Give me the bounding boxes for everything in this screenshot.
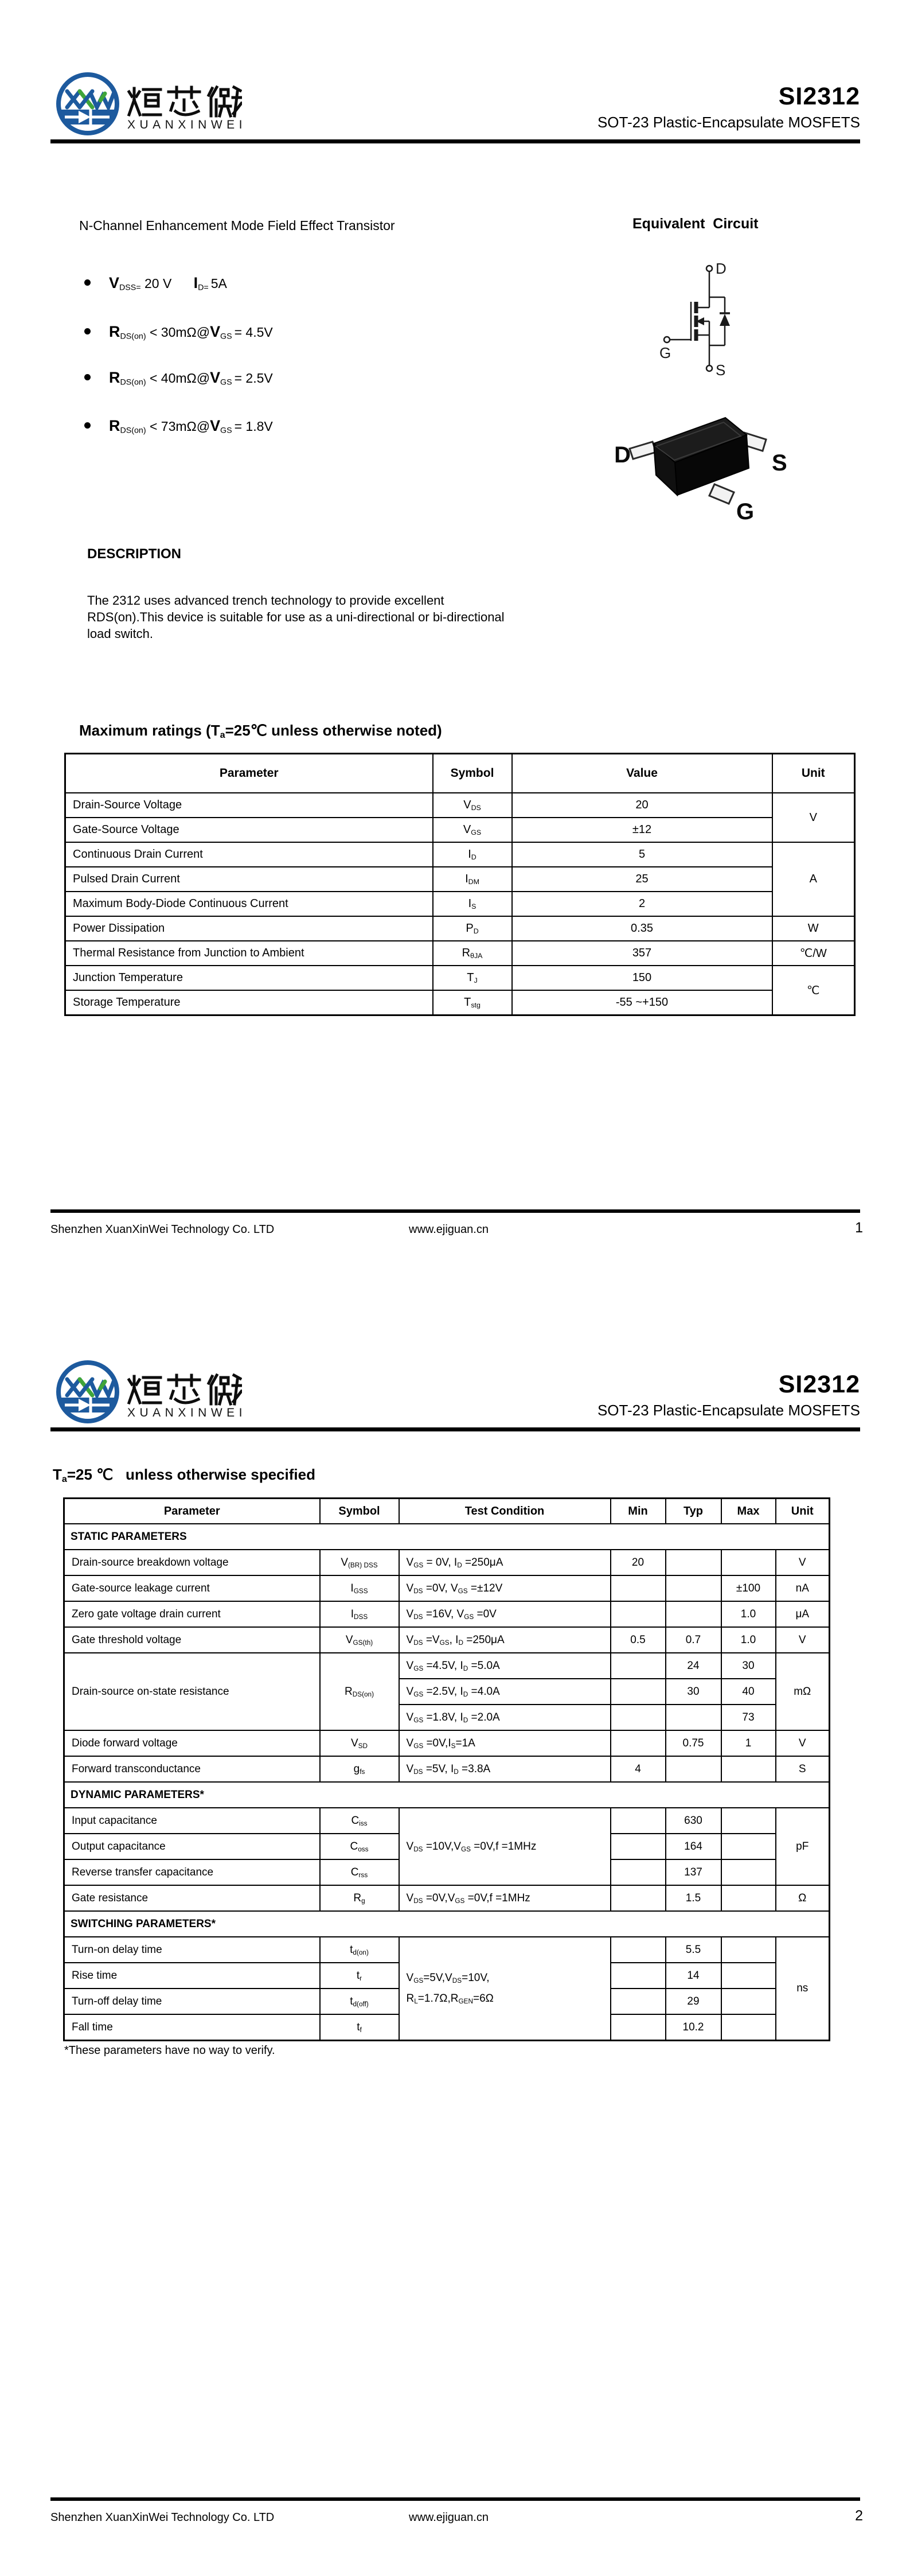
column-header: Parameter — [65, 754, 433, 793]
min-cell — [611, 1705, 666, 1730]
symbol-cell: RθJA — [433, 941, 512, 966]
max-cell — [721, 1885, 776, 1911]
value-cell: -55 ~+150 — [512, 990, 772, 1015]
typ-cell: 5.5 — [666, 1937, 721, 1963]
symbol-cell: VGS — [433, 818, 512, 842]
condition-cell: VDS =0V,VGS =0V,f =1MHz — [399, 1885, 611, 1911]
table-row — [64, 1756, 830, 1782]
condition-cell: VDS =16V, VGS =0V — [399, 1601, 611, 1627]
value-cell: 2 — [512, 892, 772, 916]
section-row — [64, 1911, 830, 1937]
feature-bullet — [84, 274, 227, 293]
column-header: Max — [721, 1499, 776, 1524]
param-cell: Reverse transfer capacitance — [64, 1859, 320, 1885]
table-row — [65, 941, 855, 966]
logo-diode-band — [57, 1398, 119, 1412]
symbol-cell: V(BR) DSS — [320, 1550, 399, 1575]
max-cell — [721, 1937, 776, 1963]
max-cell — [721, 1859, 776, 1885]
symbol-cell: IDSS — [320, 1601, 399, 1627]
condition-line: RL=1.7Ω,RGEN=6Ω — [406, 1993, 494, 2005]
table-row — [65, 793, 855, 818]
param-cell: Forward transconductance — [64, 1756, 320, 1782]
condition-cell: VGS =4.5V, ID =5.0A — [399, 1653, 611, 1679]
table-row — [65, 916, 855, 941]
max-cell — [721, 1808, 776, 1834]
table-row — [64, 1808, 830, 1834]
unit-cell: V — [776, 1627, 830, 1653]
param-cell: Gate threshold voltage — [64, 1627, 320, 1653]
description-line: RDS(on).This device is suitable for use as a uni-directional or bi-directional — [87, 610, 505, 624]
unit-cell: V — [776, 1730, 830, 1756]
table-header-row — [65, 754, 855, 793]
description-heading: DESCRIPTION — [87, 546, 182, 562]
param-cell: Thermal Resistance from Junction to Ambient — [65, 941, 433, 966]
typ-cell: 10.2 — [666, 2014, 721, 2041]
typ-cell — [666, 1550, 721, 1575]
condition-cell: VGS =1.8V, ID =2.0A — [399, 1705, 611, 1730]
bullet-icon — [84, 422, 91, 429]
table-row — [65, 990, 855, 1015]
table-row — [64, 1937, 830, 1963]
package-photo-sot23 — [596, 400, 791, 524]
unit-cell: V — [772, 793, 855, 842]
package-pin-label-g: G — [736, 499, 755, 524]
description-paragraph — [87, 592, 666, 642]
min-cell: 20 — [611, 1550, 666, 1575]
max-cell: 1.0 — [721, 1627, 776, 1653]
table-row — [65, 966, 855, 990]
table-header-row — [64, 1499, 830, 1524]
symbol-cell: Ciss — [320, 1808, 399, 1834]
typ-cell: 1.5 — [666, 1885, 721, 1911]
max-cell: 1 — [721, 1730, 776, 1756]
symbol-cell: Coss — [320, 1834, 399, 1859]
table-row — [64, 1627, 830, 1653]
param-cell: Turn-on delay time — [64, 1937, 320, 1963]
max-ratings-table — [64, 753, 856, 1016]
feature-text: VDSS= 20 V ID= 5A — [109, 274, 227, 293]
unit-cell: W — [772, 916, 855, 941]
param-cell: Continuous Drain Current — [65, 842, 433, 867]
min-cell — [611, 1885, 666, 1911]
param-cell: Drain-source breakdown voltage — [64, 1550, 320, 1575]
brand-cjk-wordmark — [127, 1373, 242, 1407]
value-cell: 25 — [512, 867, 772, 892]
brand-latin-wordmark: XUANXINWEI — [127, 1406, 247, 1419]
equivalent-circuit-title: Equivalent Circuit — [632, 216, 759, 232]
section-row — [64, 1782, 830, 1808]
column-header: Value — [512, 754, 772, 793]
footer-website-link[interactable]: www.ejiguan.cn — [409, 1223, 489, 1236]
max-cell: 30 — [721, 1653, 776, 1679]
condition-cell — [399, 1937, 611, 2041]
param-cell: Pulsed Drain Current — [65, 867, 433, 892]
drain-label: D — [716, 260, 727, 277]
max-cell: 40 — [721, 1679, 776, 1705]
source-terminal — [706, 365, 712, 371]
param-cell: Drain-Source Voltage — [65, 793, 433, 818]
feature-bullet — [84, 323, 273, 341]
company-logo — [56, 1360, 120, 1425]
min-cell — [611, 1575, 666, 1601]
symbol-cell: IS — [433, 892, 512, 916]
value-cell: 5 — [512, 842, 772, 867]
min-cell — [611, 1834, 666, 1859]
header-rule — [50, 139, 860, 143]
param-cell: Turn-off delay time — [64, 1989, 320, 2014]
source-label: S — [716, 361, 726, 379]
table-row — [64, 1885, 830, 1911]
max-cell — [721, 1989, 776, 2014]
section-title: SWITCHING PARAMETERS* — [64, 1911, 830, 1937]
unit-cell: μA — [776, 1601, 830, 1627]
feature-text: RDS(on) < 30mΩ@VGS = 4.5V — [109, 323, 273, 341]
gate-terminal — [664, 337, 670, 343]
param-cell: Maximum Body-Diode Continuous Current — [65, 892, 433, 916]
min-cell — [611, 1730, 666, 1756]
condition-cell: VGS =2.5V, ID =4.0A — [399, 1679, 611, 1705]
symbol-cell: Rg — [320, 1885, 399, 1911]
brand-latin-wordmark: XUANXINWEI — [127, 118, 247, 131]
symbol-cell: tf — [320, 2014, 399, 2041]
section-row — [64, 1524, 830, 1550]
unit-cell: ns — [776, 1937, 830, 2041]
column-header: Symbol — [433, 754, 512, 793]
symbol-cell: gfs — [320, 1756, 399, 1782]
page-footer — [0, 2497, 910, 2543]
document-subtitle: SOT-23 Plastic-Encapsulate MOSFETS — [597, 1402, 860, 1419]
max-cell: 73 — [721, 1705, 776, 1730]
page-footer — [0, 1209, 910, 1255]
table-row — [65, 842, 855, 867]
min-cell — [611, 1937, 666, 1963]
column-header: Unit — [776, 1499, 830, 1524]
unit-cell: V — [776, 1550, 830, 1575]
min-cell — [611, 1601, 666, 1627]
column-header: Typ — [666, 1499, 721, 1524]
column-header: Unit — [772, 754, 855, 793]
logo-diode-band — [57, 110, 119, 124]
condition-cell: VDS =0V, VGS =±12V — [399, 1575, 611, 1601]
feature-text: RDS(on) < 40mΩ@VGS = 2.5V — [109, 369, 273, 387]
unit-cell: ℃/W — [772, 941, 855, 966]
param-cell: Zero gate voltage drain current — [64, 1601, 320, 1627]
feature-bullet — [84, 417, 273, 435]
max-cell: 1.0 — [721, 1601, 776, 1627]
test-condition-heading: Ta=25 ℃ unless otherwise specified — [53, 1466, 315, 1485]
symbol-cell: ID — [433, 842, 512, 867]
footer-company: Shenzhen XuanXinWei Technology Co. LTD — [50, 2511, 275, 2524]
param-cell: Gate-source leakage current — [64, 1575, 320, 1601]
footer-company: Shenzhen XuanXinWei Technology Co. LTD — [50, 1223, 275, 1236]
value-cell: 20 — [512, 793, 772, 818]
typ-cell: 14 — [666, 1963, 721, 1989]
condition-cell: VGS =0V,IS=1A — [399, 1730, 611, 1756]
unit-cell: mΩ — [776, 1653, 830, 1730]
bullet-icon — [84, 279, 91, 286]
symbol-cell: VDS — [433, 793, 512, 818]
max-cell — [721, 1834, 776, 1859]
min-cell — [611, 1989, 666, 2014]
condition-cell: VGS = 0V, ID =250μA — [399, 1550, 611, 1575]
page-2 — [0, 1288, 910, 2576]
column-header: Min — [611, 1499, 666, 1524]
value-cell: ±12 — [512, 818, 772, 842]
max-cell — [721, 1963, 776, 1989]
param-cell: Fall time — [64, 2014, 320, 2041]
symbol-cell: RDS(on) — [320, 1653, 399, 1730]
symbol-cell: Tstg — [433, 990, 512, 1015]
value-cell: 357 — [512, 941, 772, 966]
symbol-cell: tr — [320, 1963, 399, 1989]
table-row — [64, 1575, 830, 1601]
footer-rule — [50, 2497, 860, 2501]
title-block — [597, 84, 860, 131]
condition-cell: VDS =VGS, ID =250μA — [399, 1627, 611, 1653]
gate-label: G — [659, 344, 671, 361]
unit-cell: ℃ — [772, 966, 855, 1015]
drain-terminal — [706, 266, 712, 271]
column-header: Parameter — [64, 1499, 320, 1524]
param-cell: Gate-Source Voltage — [65, 818, 433, 842]
param-cell: Gate resistance — [64, 1885, 320, 1911]
symbol-cell: Crss — [320, 1859, 399, 1885]
symbol-cell: td(on) — [320, 1937, 399, 1963]
column-header: Symbol — [320, 1499, 399, 1524]
diode-triangle — [720, 314, 730, 326]
symbol-cell: IGSS — [320, 1575, 399, 1601]
column-header: Test Condition — [399, 1499, 611, 1524]
electrical-characteristics-table — [63, 1497, 830, 2041]
symbol-cell: VGS(th) — [320, 1627, 399, 1653]
max-cell — [721, 1756, 776, 1782]
typ-cell: 30 — [666, 1679, 721, 1705]
symbol-cell: td(off) — [320, 1989, 399, 2014]
max-ratings-heading: Maximum ratings (Ta=25℃ unless otherwise noted) — [79, 722, 442, 741]
condition-cell: VDS =10V,VGS =0V,f =1MHz — [399, 1808, 611, 1885]
max-cell — [721, 2014, 776, 2041]
param-cell: Output capacitance — [64, 1834, 320, 1859]
max-cell: ±100 — [721, 1575, 776, 1601]
footer-website-link[interactable]: www.ejiguan.cn — [409, 2511, 489, 2524]
typ-cell: 164 — [666, 1834, 721, 1859]
table-row — [64, 1550, 830, 1575]
condition-line: VGS=5V,VDS=10V, — [406, 1972, 490, 1984]
min-cell — [611, 1679, 666, 1705]
header-rule — [50, 1427, 860, 1431]
document-subtitle: SOT-23 Plastic-Encapsulate MOSFETS — [597, 114, 860, 131]
min-cell: 4 — [611, 1756, 666, 1782]
min-cell — [611, 1653, 666, 1679]
param-cell: Drain-source on-state resistance — [64, 1653, 320, 1730]
typ-cell — [666, 1705, 721, 1730]
param-cell: Storage Temperature — [65, 990, 433, 1015]
brand-cjk-wordmark — [127, 85, 242, 119]
bullet-icon — [84, 328, 91, 334]
typ-cell: 24 — [666, 1653, 721, 1679]
table-row — [64, 1601, 830, 1627]
feature-bullet — [84, 369, 273, 387]
product-title: N-Channel Enhancement Mode Field Effect Transistor — [79, 218, 395, 233]
min-cell: 0.5 — [611, 1627, 666, 1653]
max-cell — [721, 1550, 776, 1575]
min-cell — [611, 1859, 666, 1885]
page-number: 2 — [855, 2508, 863, 2524]
unit-cell: nA — [776, 1575, 830, 1601]
package-pin-label-s: S — [772, 450, 787, 476]
typ-cell: 0.75 — [666, 1730, 721, 1756]
table-row — [65, 867, 855, 892]
table-footnote: *These parameters have no way to verify. — [64, 2044, 275, 2057]
typ-cell: 630 — [666, 1808, 721, 1834]
feature-text: RDS(on) < 73mΩ@VGS = 1.8V — [109, 417, 273, 435]
param-cell: Input capacitance — [64, 1808, 320, 1834]
condition-cell: VDS =5V, ID =3.8A — [399, 1756, 611, 1782]
min-cell — [611, 1963, 666, 1989]
param-cell: Junction Temperature — [65, 966, 433, 990]
typ-cell: 0.7 — [666, 1627, 721, 1653]
table-row — [65, 818, 855, 842]
part-number: SI2312 — [778, 1371, 860, 1398]
typ-cell: 29 — [666, 1989, 721, 2014]
description-line: load switch. — [87, 627, 153, 641]
typ-cell — [666, 1601, 721, 1627]
param-cell: Diode forward voltage — [64, 1730, 320, 1756]
unit-cell: S — [776, 1756, 830, 1782]
typ-cell — [666, 1756, 721, 1782]
symbol-cell: IDM — [433, 867, 512, 892]
title-block — [597, 1372, 860, 1419]
param-cell: Power Dissipation — [65, 916, 433, 941]
package-pin-label-d: D — [614, 442, 631, 468]
section-title: STATIC PARAMETERS — [64, 1524, 830, 1550]
section-title: DYNAMIC PARAMETERS* — [64, 1782, 830, 1808]
unit-cell: pF — [776, 1808, 830, 1885]
description-line: The 2312 uses advanced trench technology to provide excellent — [87, 593, 444, 608]
value-cell: 0.35 — [512, 916, 772, 941]
part-number: SI2312 — [778, 83, 860, 110]
symbol-cell: TJ — [433, 966, 512, 990]
footer-rule — [50, 1209, 860, 1213]
min-cell — [611, 1808, 666, 1834]
symbol-cell: PD — [433, 916, 512, 941]
page-number: 1 — [855, 1220, 863, 1236]
param-cell: Rise time — [64, 1963, 320, 1989]
symbol-cell: VSD — [320, 1730, 399, 1756]
table-row — [64, 1730, 830, 1756]
table-row — [64, 1653, 830, 1679]
typ-cell — [666, 1575, 721, 1601]
bullet-icon — [84, 374, 91, 380]
equivalent-circuit-diagram — [648, 247, 809, 390]
company-logo — [56, 72, 120, 137]
package-body — [654, 418, 749, 495]
unit-cell: A — [772, 842, 855, 916]
typ-cell: 137 — [666, 1859, 721, 1885]
table-row — [65, 892, 855, 916]
value-cell: 150 — [512, 966, 772, 990]
unit-cell: Ω — [776, 1885, 830, 1911]
min-cell — [611, 2014, 666, 2041]
